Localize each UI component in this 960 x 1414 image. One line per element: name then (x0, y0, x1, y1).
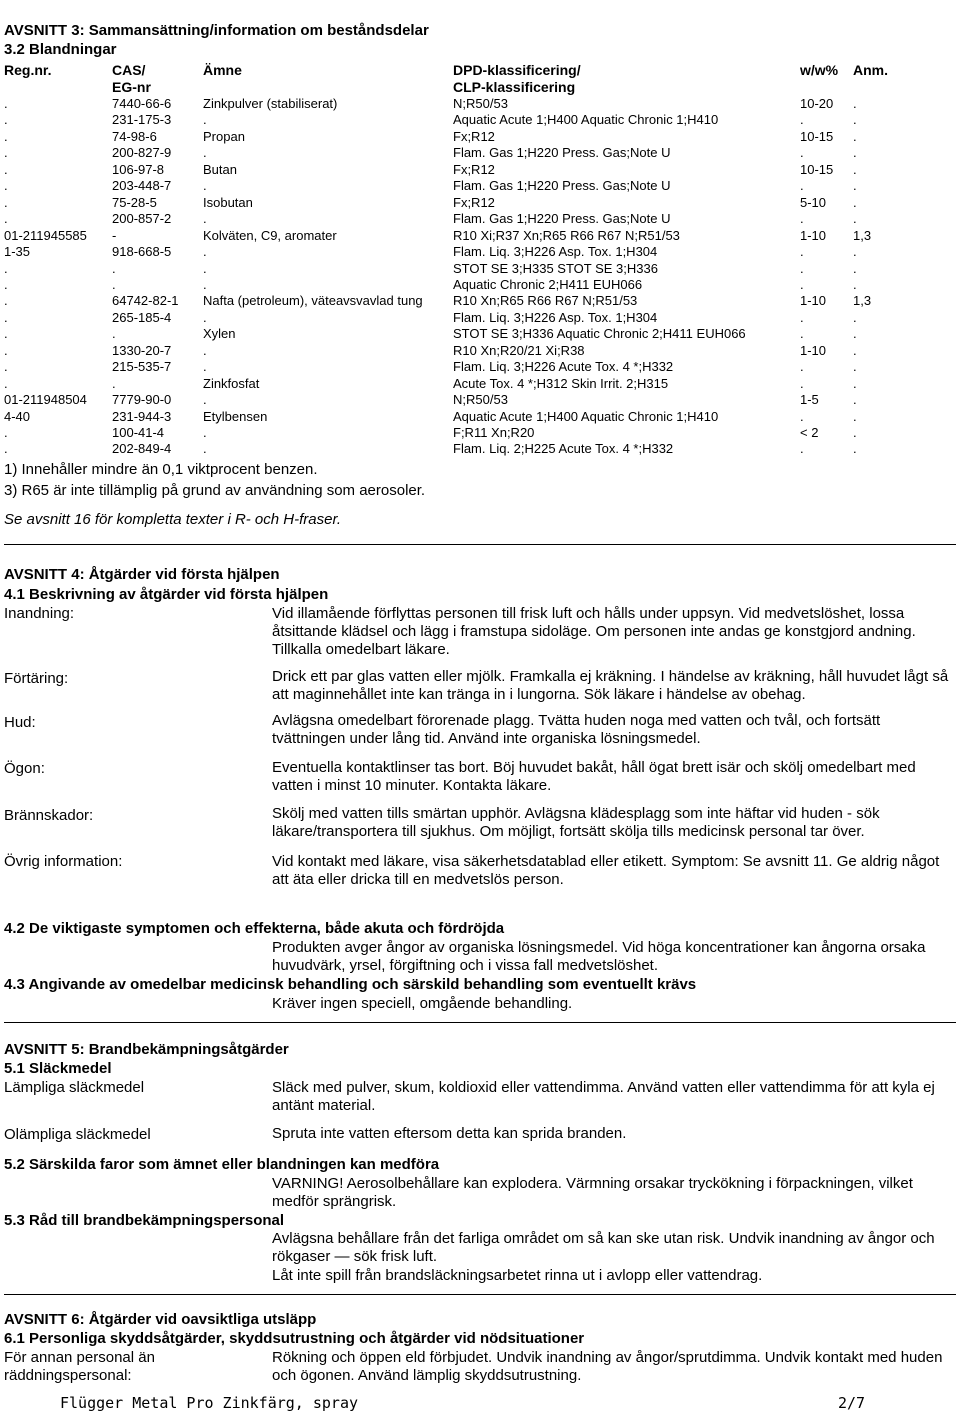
text-5-3a: Avlägsna behållare från det farliga området om så kan ske utan risk. Undvik inandning av ångor och rökgaser — sök frisk luft. (272, 1230, 935, 1265)
cell-regnr: 01-211945585 (4, 227, 87, 243)
cell-ww: 10-15 (800, 161, 834, 177)
cell-regnr: . (4, 441, 8, 457)
cell-klassificering: R10 Xn;R65 R66 R67 N;R51/53 (453, 293, 638, 309)
cell-ww: 1-10 (800, 342, 827, 358)
cell-amne: . (203, 211, 207, 227)
text-lampliga: Släck med pulver, skum, koldioxid eller vattendimma. Använd vatten eller vattendimma för att kyla ej antänt material. (272, 1079, 935, 1114)
cell-ww: . (800, 112, 804, 128)
cell-klassificering: Flam. Gas 1;H220 Press. Gas;Note U (453, 178, 671, 194)
cell-klassificering: R10 Xi;R37 Xn;R65 R66 R67 N;R51/53 (453, 227, 680, 243)
cell-regnr: . (4, 326, 8, 342)
cell-amne: Butan (203, 161, 237, 177)
cell-amne: Etylbensen (203, 408, 268, 424)
cell-anm: . (853, 375, 857, 391)
text-ovrig: Vid kontakt med läkare, visa säkerhetsdatablad eller etikett. Symptom: Se avsnitt 11. Ge aldrig något att äta eller dricka till en medvetslös person. (272, 853, 940, 888)
section4-3-title: 4.3 Angivande av omedelbar medicinsk behandling och särskild behandling som eventuellt krävs (4, 976, 697, 993)
cell-regnr: . (4, 260, 8, 276)
cell-cas: 7440-66-6 (112, 96, 172, 111)
cell-amne: Isobutan (203, 194, 253, 210)
cell-regnr: . (4, 194, 8, 210)
divider (4, 544, 956, 545)
section6-title: AVSNITT 6: Åtgärder vid oavsiktliga utsläpp (4, 1311, 317, 1328)
cell-anm: . (853, 211, 857, 227)
cell-ww: . (800, 309, 804, 325)
cell-anm: . (853, 112, 857, 128)
header-amne: Ämne (203, 62, 242, 78)
cell-regnr: . (4, 145, 8, 161)
header-clp: CLP-klassificering (453, 79, 576, 95)
cell-amne: . (203, 441, 207, 457)
cell-ww: . (800, 145, 804, 161)
cell-klassificering: R10 Xn;R20/21 Xi;R38 (453, 342, 585, 358)
cell-ww: . (800, 276, 804, 292)
cell-anm: . (853, 441, 857, 457)
cell-cas: 203-448-7 (112, 178, 172, 194)
cell-ww: 1-5 (800, 392, 819, 408)
cell-regnr: 1-35 (4, 244, 31, 260)
cell-cas: 100-41-4 (112, 425, 165, 440)
cell-anm: . (853, 145, 857, 161)
cell-anm: . (853, 392, 857, 408)
cell-cas: . (112, 375, 116, 391)
divider (4, 1022, 956, 1023)
cell-amne: . (203, 244, 207, 260)
cell-ww: 10-15 (800, 128, 834, 144)
cell-regnr: . (4, 276, 8, 292)
cell-ww: . (800, 375, 804, 391)
text-5-3b: Låt inte spill från brandsläckningsarbetet rinna ut i avlopp eller vattendrag. (272, 1267, 763, 1284)
header-ww: w/w% (800, 62, 839, 78)
cell-anm: . (853, 425, 857, 440)
text-annan-personal: Rökning och öppen eld förbjudet. Undvik inandning av ångor/sprutdimma. Undvik kontakt med huden och ögonen. Använd lämplig skyddsutrustning. (272, 1349, 943, 1384)
section4-1-title: 4.1 Beskrivning av åtgärder vid första hjälpen (4, 586, 329, 603)
text-ogon: Eventuella kontaktlinser tas bort. Böj huvudet bakåt, håll ögat brett isär och skölj omedelbart med vatten i minst 10 minuter. Kontakta läkare. (272, 759, 916, 794)
cell-klassificering: N;R50/53 (453, 96, 508, 111)
cell-ww: . (800, 244, 804, 260)
cell-amne: . (203, 425, 207, 440)
text-brannskador: Skölj med vatten tills smärtan upphör. Avlägsna klädesplagg som inte häftar vid huden - sök läkare/transportera till sjukhus. Om möjligt, fortsätt skölja tills medicinsk personal tar över. (272, 805, 880, 840)
header-cas: CAS/ (112, 62, 146, 78)
cell-cas: 918-668-5 (112, 244, 172, 260)
cell-regnr: 4-40 (4, 408, 31, 424)
cell-ww: 1-10 (800, 227, 827, 243)
text-inandning: Vid illamående förflyttas personen till frisk luft och hålls under uppsyn. Vid medvetslöshet, lossa åtsittande klädsel och lägg i framstupa sidoläge. Om personen inte andas ge konstgjord andning. Tillkalla omedelbart läkare. (272, 605, 916, 658)
text-olampliga: Spruta inte vatten eftersom detta kan sprida branden. (272, 1125, 627, 1142)
footer-product: Flügger Metal Pro Zinkfärg, spray (60, 1394, 359, 1412)
divider (4, 1294, 956, 1295)
header-egnr: EG-nr (112, 79, 151, 95)
text-hud: Avlägsna omedelbart förorenade plagg. Tvätta huden noga med vatten och tvål, och fortsätt tvättningen under lång tid. Använd inte organiska lösningsmedel. (272, 712, 881, 747)
cell-ww: . (800, 211, 804, 227)
cell-ww: . (800, 359, 804, 375)
cell-klassificering: Flam. Liq. 3;H226 Asp. Tox. 1;H304 (453, 244, 658, 260)
cell-regnr: . (4, 375, 8, 391)
cell-ww: . (800, 178, 804, 194)
cell-anm: . (853, 194, 857, 210)
cell-regnr: . (4, 293, 8, 309)
cell-ww: . (800, 441, 804, 457)
cell-anm: . (853, 276, 857, 292)
cell-amne: . (203, 392, 207, 408)
section6-1-title: 6.1 Personliga skyddsåtgärder, skyddsutrustning och åtgärder vid nödsituationer (4, 1330, 585, 1347)
cell-amne: . (203, 112, 207, 128)
cell-klassificering: Aquatic Acute 1;H400 Aquatic Chronic 1;H410 (453, 408, 719, 424)
text-4-3: Kräver ingen speciell, omgående behandling. (272, 995, 573, 1012)
cell-regnr: . (4, 112, 8, 128)
cell-klassificering: STOT SE 3;H335 STOT SE 3;H336 (453, 260, 658, 276)
cell-cas: 215-535-7 (112, 359, 172, 375)
cell-anm: 1,3 (853, 227, 872, 243)
cell-klassificering: Acute Tox. 4 *;H312 Skin Irrit. 2;H315 (453, 375, 669, 391)
cell-cas: 74-98-6 (112, 128, 157, 144)
cell-ww: . (800, 326, 804, 342)
cell-cas: . (112, 326, 116, 342)
cell-amne: . (203, 309, 207, 325)
cell-regnr: . (4, 211, 8, 227)
cell-anm: . (853, 96, 857, 111)
cell-cas: . (112, 276, 116, 292)
cell-anm: . (853, 128, 857, 144)
footer-page-number: 2/7 (838, 1394, 866, 1412)
label-lampliga: Lämpliga släckmedel (4, 1079, 145, 1096)
cell-anm: . (853, 408, 857, 424)
cell-anm: . (853, 178, 857, 194)
section5-2-title: 5.2 Särskilda faror som ämnet eller blandningen kan medföra (4, 1156, 440, 1173)
cell-klassificering: Flam. Gas 1;H220 Press. Gas;Note U (453, 211, 671, 227)
cell-cas: 75-28-5 (112, 194, 157, 210)
cell-klassificering: Fx;R12 (453, 128, 495, 144)
cell-ww: 10-20 (800, 96, 834, 111)
section3-subtitle: 3.2 Blandningar (4, 41, 117, 58)
cell-klassificering: F;R11 Xn;R20 (453, 425, 535, 440)
label-annan-personal: För annan personal än räddningspersonal: (4, 1349, 155, 1384)
cell-cas: 202-849-4 (112, 441, 172, 457)
cell-klassificering: STOT SE 3;H336 Aquatic Chronic 2;H411 EUH066 (453, 326, 746, 342)
cell-anm: 1,3 (853, 293, 872, 309)
cell-cas: 64742-82-1 (112, 293, 179, 309)
cell-klassificering: Flam. Liq. 3;H226 Acute Tox. 4 *;H332 (453, 359, 674, 375)
cell-regnr: . (4, 342, 8, 358)
cell-amne: Propan (203, 128, 245, 144)
cell-klassificering: Aquatic Chronic 2;H411 EUH066 (453, 276, 643, 292)
cell-amne: . (203, 178, 207, 194)
cell-amne: . (203, 359, 207, 375)
cell-cas: 265-185-4 (112, 309, 172, 325)
section5-1-title: 5.1 Släckmedel (4, 1060, 112, 1077)
cell-regnr: 01-211948504 (4, 392, 87, 408)
note-1: 1) Innehåller mindre än 0,1 viktprocent benzen. (4, 461, 318, 478)
section5-3-title: 5.3 Råd till brandbekämpningspersonal (4, 1212, 285, 1229)
cell-anm: . (853, 359, 857, 375)
cell-regnr: . (4, 359, 8, 375)
cell-regnr: . (4, 178, 8, 194)
label-fortaring: Förtäring: (4, 670, 69, 687)
cell-anm: . (853, 326, 857, 342)
cell-regnr: . (4, 425, 8, 440)
header-dpd: DPD-klassificering/ (453, 62, 581, 78)
section4-title: AVSNITT 4: Åtgärder vid första hjälpen (4, 566, 280, 583)
header-anm: Anm. (853, 62, 888, 78)
cell-amne: Kolväten, C9, aromater (203, 227, 337, 243)
section3-title: AVSNITT 3: Sammansättning/information om beståndsdelar (4, 22, 429, 39)
cell-cas: 231-944-3 (112, 408, 172, 424)
label-ogon: Ögon: (4, 760, 45, 777)
cell-klassificering: Fx;R12 (453, 194, 495, 210)
cell-klassificering: Flam. Gas 1;H220 Press. Gas;Note U (453, 145, 671, 161)
cell-cas: 231-175-3 (112, 112, 172, 128)
cell-amne: Nafta (petroleum), väteavsvavlad tung (203, 293, 423, 309)
cell-regnr: . (4, 96, 8, 111)
text-5-2: VARNING! Aerosolbehållare kan explodera. Värmning orsakar tryckökning i förpackningen, vilket medför sprängrisk. (272, 1175, 913, 1210)
cell-anm: . (853, 161, 857, 177)
label-inandning: Inandning: (4, 605, 75, 622)
cell-cas: 200-827-9 (112, 145, 172, 161)
cell-regnr: . (4, 309, 8, 325)
cell-regnr: . (4, 128, 8, 144)
cell-cas: 106-97-8 (112, 161, 165, 177)
cell-klassificering: Fx;R12 (453, 161, 495, 177)
text-4-2: Produkten avger ångor av organiska lösningsmedel. Vid höga koncentrationer kan ångorna orsaka huvudvärk, yrsel, förgiftning och i vissa fall medvetslöshet. (272, 939, 926, 974)
header-regnr: Reg.nr. (4, 62, 52, 78)
cell-amne: Zinkpulver (stabiliserat) (203, 96, 338, 111)
text-fortaring: Drick ett par glas vatten eller mjölk. Framkalla ej kräkning. I händelse av kräkning, håll huvudet lågt så att maginnehållet inte kan tränga in i lungorna. Sök läkare i händelse av obehag. (272, 668, 949, 703)
cell-cas: . (112, 260, 116, 276)
cell-cas: - (112, 227, 117, 243)
label-hud: Hud: (4, 714, 36, 731)
cell-cas: 200-857-2 (112, 211, 172, 227)
cell-amne: . (203, 260, 207, 276)
note-3: 3) R65 är inte tillämplig på grund av användning som aerosoler. (4, 482, 426, 499)
cell-anm: . (853, 342, 857, 358)
cell-ww: 5-10 (800, 194, 827, 210)
cell-regnr: . (4, 161, 8, 177)
cell-cas: 7779-90-0 (112, 392, 172, 408)
cell-cas: 1330-20-7 (112, 342, 172, 358)
cell-ww: . (800, 408, 804, 424)
cell-klassificering: Flam. Liq. 2;H225 Acute Tox. 4 *;H332 (453, 441, 674, 457)
cell-amne: Xylen (203, 326, 236, 342)
label-brannskador: Brännskador: (4, 807, 94, 824)
label-olampliga: Olämpliga släckmedel (4, 1126, 151, 1143)
see-section-16: Se avsnitt 16 för kompletta texter i R- och H-fraser. (4, 511, 342, 528)
cell-amne: . (203, 276, 207, 292)
cell-amne: Zinkfosfat (203, 375, 260, 391)
cell-ww: 1-10 (800, 293, 827, 309)
cell-klassificering: N;R50/53 (453, 392, 508, 408)
cell-anm: . (853, 309, 857, 325)
cell-amne: . (203, 342, 207, 358)
cell-amne: . (203, 145, 207, 161)
cell-ww: < 2 (800, 425, 819, 440)
cell-klassificering: Aquatic Acute 1;H400 Aquatic Chronic 1;H410 (453, 112, 719, 128)
cell-ww: . (800, 260, 804, 276)
section4-2-title: 4.2 De viktigaste symptomen och effekterna, både akuta och fördröjda (4, 920, 505, 937)
label-ovrig: Övrig information: (4, 853, 123, 870)
cell-anm: . (853, 244, 857, 260)
cell-anm: . (853, 260, 857, 276)
section5-title: AVSNITT 5: Brandbekämpningsåtgärder (4, 1041, 289, 1058)
cell-klassificering: Flam. Liq. 3;H226 Asp. Tox. 1;H304 (453, 309, 658, 325)
